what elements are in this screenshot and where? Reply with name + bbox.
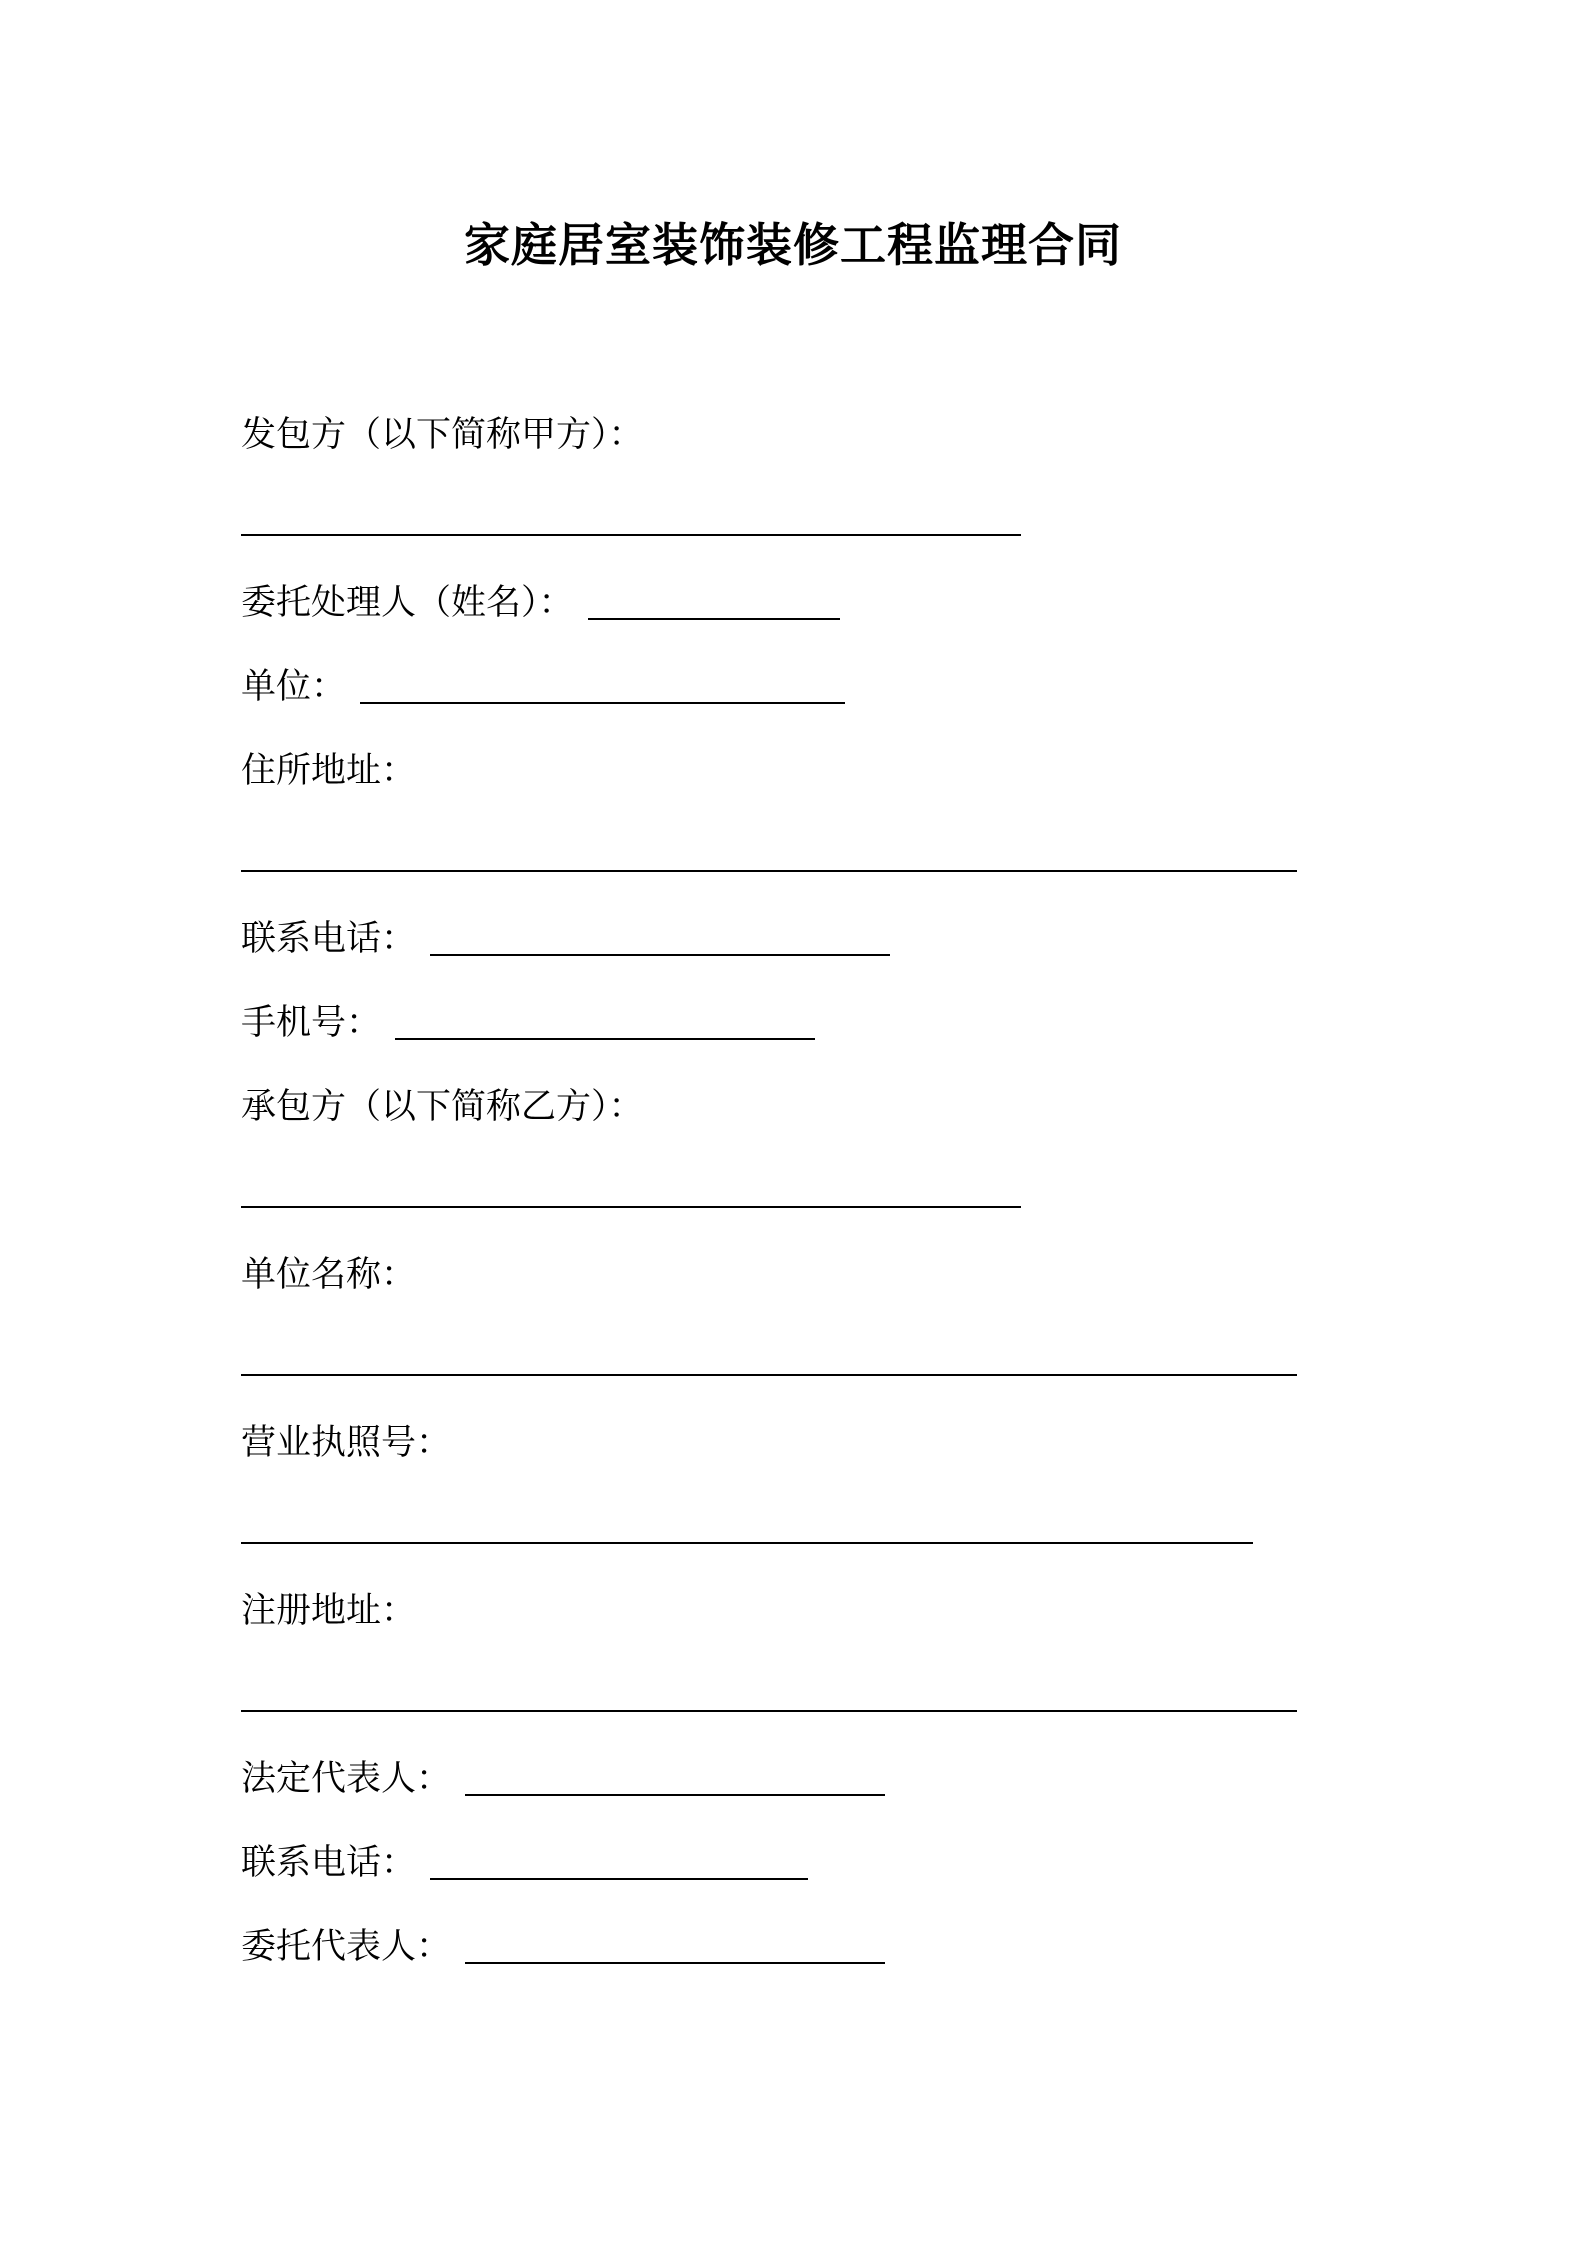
phone-b-blank-line[interactable]: [430, 1878, 808, 1880]
field-contractor: [241, 1082, 644, 1132]
field-delegate-rep: [241, 1922, 885, 1972]
field-delegate-rep-label: 委托代表人：: [241, 1927, 452, 1967]
client-blank-line[interactable]: [241, 534, 1021, 536]
field-legal-rep-label: 法定代表人：: [241, 1759, 452, 1799]
license-blank-line[interactable]: [241, 1542, 1253, 1544]
field-contractor-label: 承包方（以下简称乙方）：: [241, 1087, 644, 1127]
field-license-label: 营业执照号：: [241, 1423, 452, 1463]
unit-name-blank-line[interactable]: [241, 1374, 1297, 1376]
field-license: [241, 1418, 451, 1468]
legal-rep-blank-line[interactable]: [465, 1794, 885, 1796]
document-title: 家庭居室装饰装修工程监理合同: [464, 218, 1122, 272]
field-address-label: 住所地址：: [241, 751, 417, 791]
field-license-blank-row: [241, 1502, 1253, 1552]
field-client: [241, 410, 644, 460]
contractor-blank-line[interactable]: [241, 1206, 1021, 1208]
field-mobile: [241, 998, 815, 1048]
field-phone-a: [241, 914, 890, 964]
field-unit-label: 单位：: [241, 667, 347, 707]
field-unit: [241, 662, 845, 712]
reg-address-blank-line[interactable]: [241, 1710, 1297, 1712]
delegate-name-blank-line[interactable]: [588, 618, 840, 620]
field-address: [241, 746, 416, 796]
unit-blank-line[interactable]: [360, 702, 845, 704]
field-unit-name-blank-row: [241, 1334, 1297, 1384]
address-blank-line[interactable]: [241, 870, 1297, 872]
field-unit-name: [241, 1250, 416, 1300]
field-unit-name-label: 单位名称：: [241, 1255, 417, 1295]
field-phone-a-label: 联系电话：: [241, 919, 417, 959]
delegate-rep-blank-line[interactable]: [465, 1962, 885, 1964]
field-legal-rep: [241, 1754, 885, 1804]
field-reg-address-blank-row: [241, 1670, 1297, 1720]
field-client-label: 发包方（以下简称甲方）：: [241, 415, 644, 455]
field-contractor-blank-row: [241, 1166, 1021, 1216]
field-reg-address: [241, 1586, 416, 1636]
phone-a-blank-line[interactable]: [430, 954, 890, 956]
field-reg-address-label: 注册地址：: [241, 1591, 417, 1631]
field-phone-b-label: 联系电话：: [241, 1843, 417, 1883]
mobile-blank-line[interactable]: [395, 1038, 815, 1040]
field-address-blank-row: [241, 830, 1297, 880]
field-mobile-label: 手机号：: [241, 1003, 382, 1043]
field-phone-b: [241, 1838, 808, 1888]
field-delegate-name-label: 委托处理人（姓名）：: [241, 583, 574, 623]
field-client-blank-row: [241, 494, 1021, 544]
field-delegate-name: [241, 578, 840, 628]
